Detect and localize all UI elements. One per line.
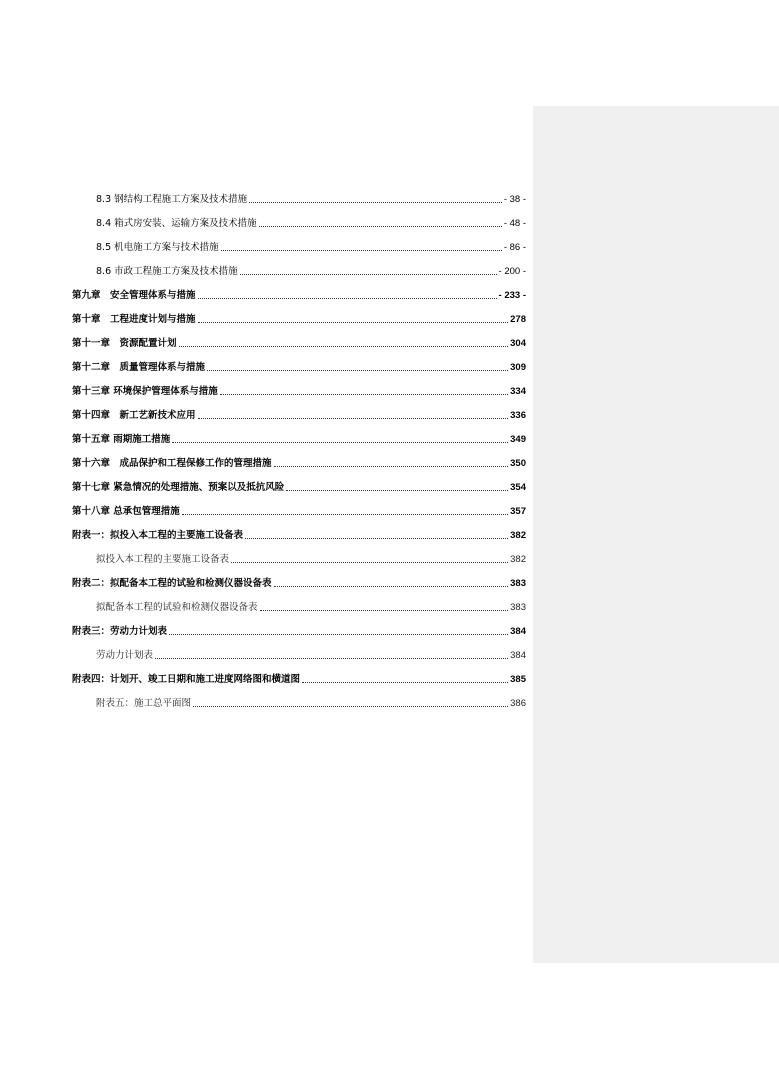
- toc-entry-page: 386: [510, 698, 526, 709]
- toc-entry-title: 8.4 箱式房安装、运输方案及技术措施: [96, 218, 257, 229]
- toc-entry-title: 8.6 市政工程施工方案及技术措施: [96, 266, 238, 277]
- toc-entry-title: 附表五：施工总平面图: [96, 698, 192, 709]
- toc-entry-page: - 200 -: [498, 266, 526, 277]
- toc-entry-title: 附表二：拟配备本工程的试验和检测仪器设备表: [72, 578, 272, 589]
- toc-leader: [240, 273, 497, 275]
- toc-leader: [207, 369, 508, 371]
- toc-leader: [182, 513, 508, 515]
- toc-entry-page: 384: [510, 650, 526, 661]
- toc-leader: [286, 489, 508, 491]
- toc-entry-title: 第十八章 总承包管理措施: [72, 506, 180, 517]
- toc-entry-page: 304: [510, 338, 526, 349]
- toc-entry-title: 第十二章 质量管理体系与措施: [72, 362, 206, 373]
- toc-leader: [274, 585, 509, 587]
- toc-chapter[interactable]: [72, 384, 526, 398]
- toc-entry[interactable]: [96, 240, 526, 254]
- toc-appendix[interactable]: [72, 528, 526, 542]
- toc-chapter[interactable]: [72, 480, 526, 494]
- toc-entry-title: 拟配备本工程的试验和检测仪器设备表: [96, 602, 258, 613]
- toc-leader: [245, 537, 508, 539]
- toc-leader: [249, 201, 502, 203]
- toc-entry-title: 8.5 机电施工方案与技术措施: [96, 242, 219, 253]
- toc-entry-page: 350: [510, 458, 526, 469]
- toc-entry[interactable]: [96, 192, 526, 206]
- toc-chapter[interactable]: [72, 456, 526, 470]
- toc-chapter[interactable]: [72, 432, 526, 446]
- toc-entry-page: 382: [510, 554, 526, 565]
- toc-entry-page: 385: [510, 674, 526, 685]
- toc-entry-title: 第十一章 资源配置计划: [72, 338, 177, 349]
- toc-chapter[interactable]: [72, 336, 526, 350]
- toc-entry[interactable]: [96, 552, 526, 566]
- toc-entry-page: 334: [510, 386, 526, 397]
- toc-entry-title: 附表三：劳动力计划表: [72, 626, 168, 637]
- toc-entry[interactable]: [96, 648, 526, 662]
- toc-entry-title: 8.3 钢结构工程施工方案及技术措施: [96, 194, 248, 205]
- toc-entry-title: 第十三章 环境保护管理体系与措施: [72, 386, 218, 397]
- toc-entry-page: 383: [510, 578, 526, 589]
- toc-appendix[interactable]: [72, 624, 526, 638]
- toc-entry-title: 第十七章 紧急情况的处理措施、预案以及抵抗风险: [72, 482, 285, 493]
- toc-appendix[interactable]: [72, 672, 526, 686]
- toc-leader: [198, 321, 509, 323]
- toc-entry-page: 309: [510, 362, 526, 373]
- toc-leader: [179, 345, 509, 347]
- toc-leader: [221, 249, 502, 251]
- toc-leader: [198, 297, 497, 299]
- toc-entry-title: 第十四章 新工艺新技术应用: [72, 410, 196, 421]
- toc-entry-page: - 38 -: [503, 194, 526, 205]
- toc-entry[interactable]: [96, 696, 526, 710]
- toc-entry-page: 349: [510, 434, 526, 445]
- toc-leader: [259, 225, 502, 227]
- toc-leader: [260, 609, 509, 611]
- toc-entry-title: 拟投入本工程的主要施工设备表: [96, 554, 230, 565]
- toc-entry-page: 383: [510, 602, 526, 613]
- toc-entry-page: 384: [510, 626, 526, 637]
- toc-entry[interactable]: [96, 216, 526, 230]
- toc-chapter[interactable]: [72, 408, 526, 422]
- toc-entry-page: - 48 -: [503, 218, 526, 229]
- toc-leader: [169, 633, 508, 635]
- toc-entry[interactable]: [96, 600, 526, 614]
- toc-entry-page: 357: [510, 506, 526, 517]
- toc-entry-title: 附表四：计划开、竣工日期和施工进度网络图和横道图: [72, 674, 301, 685]
- toc-leader: [302, 681, 508, 683]
- toc-entry-page: 336: [510, 410, 526, 421]
- toc-entry-page: 278: [510, 314, 526, 325]
- toc-entry-page: 354: [510, 482, 526, 493]
- toc-chapter[interactable]: [72, 360, 526, 374]
- toc-leader: [220, 393, 508, 395]
- toc-leader: [193, 705, 508, 707]
- toc-leader: [231, 561, 508, 563]
- toc-entry-title: 第十五章 雨期施工措施: [72, 434, 171, 445]
- toc-chapter[interactable]: [72, 504, 526, 518]
- toc-leader: [155, 657, 508, 659]
- toc-entry-page: 382: [510, 530, 526, 541]
- toc-entry-page: - 233 -: [498, 290, 526, 301]
- toc-entry-title: 附表一：拟投入本工程的主要施工设备表: [72, 530, 244, 541]
- toc-appendix[interactable]: [72, 576, 526, 590]
- toc-leader: [274, 465, 509, 467]
- toc-entry-title: 第十章 工程进度计划与措施: [72, 314, 196, 325]
- toc-leader: [172, 441, 508, 443]
- toc-chapter[interactable]: [72, 312, 526, 326]
- toc-entry-title: 劳动力计划表: [96, 650, 154, 661]
- toc-entry-title: 第十六章 成品保护和工程保修工作的管理措施: [72, 458, 272, 469]
- toc-entry[interactable]: [96, 264, 526, 278]
- toc-entry-title: 第九章 安全管理体系与措施: [72, 290, 196, 301]
- toc-chapter[interactable]: [72, 288, 526, 302]
- toc-leader: [198, 417, 509, 419]
- toc-entry-page: - 86 -: [503, 242, 526, 253]
